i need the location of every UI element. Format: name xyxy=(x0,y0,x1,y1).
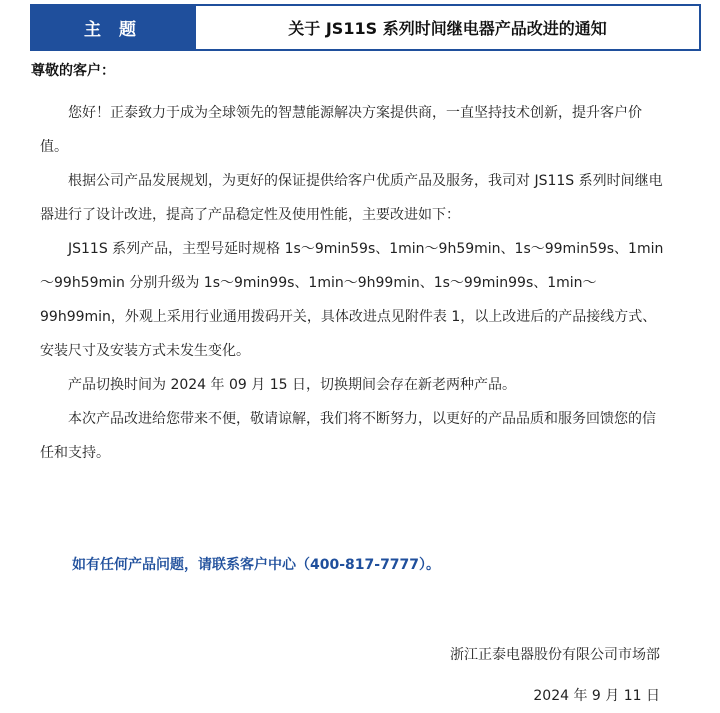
paragraph-apology: 本次产品改进给您带来不便，敬请谅解，我们将不断努力，以更好的产品品质和服务回馈您的信任和支持。 xyxy=(40,411,656,461)
notice-date: 2024 年 9 月 11 日 xyxy=(533,688,660,704)
contact-line: 如有任何产品问题，请联系客户中心（400-817-7777）。 xyxy=(72,557,441,573)
notice-title: 关于 JS11S 系列时间继电器产品改进的通知 xyxy=(194,6,699,49)
paragraph-plan: 根据公司产品发展规划，为更好的保证提供给客户优质产品及服务，我司对 JS11S 系列时间继电器进行了设计改进，提高了产品稳定性及使用性能，主要改进如下： xyxy=(40,173,663,223)
subject-label: 主 题 xyxy=(32,6,194,49)
signature: 浙江正泰电器股份有限公司市场部 xyxy=(450,647,660,663)
notice-body xyxy=(40,96,666,470)
paragraph-improvements: JS11S 系列产品，主型号延时规格 1s～9min59s、1min～9h59min、1s～99min59s、1min～99h59min 分别升级为 1s～9min99s、1min～9h99min、1s～99min99s、1min～99h99min，外观上采用行业通用拨码开关，具体改进点见附件表 1，以上改进后的产品接线方式、安装尺寸及安装方式未发生变化。 xyxy=(40,241,664,359)
notice-header xyxy=(30,4,701,51)
paragraph-switch-time: 产品切换时间为 2024 年 09 月 15 日，切换期间会存在新老两种产品。 xyxy=(68,377,516,393)
salutation: 尊敬的客户： xyxy=(31,63,115,79)
paragraph-greeting: 您好！正泰致力于成为全球领先的智慧能源解决方案提供商，一直坚持技术创新，提升客户价值。 xyxy=(40,105,642,155)
